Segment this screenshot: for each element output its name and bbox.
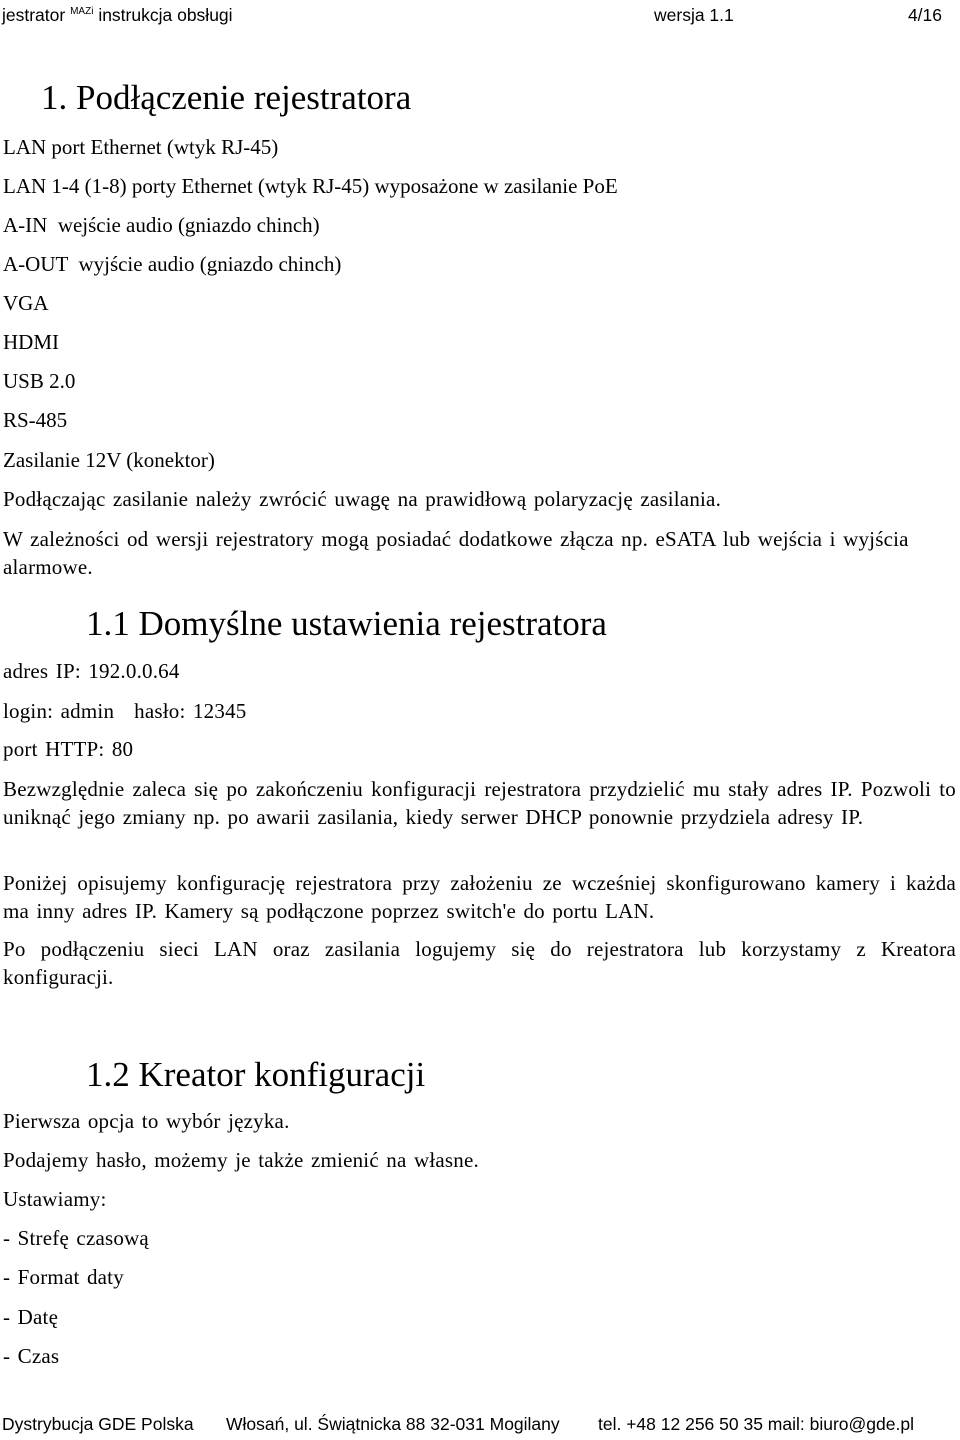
default-login: login: admin [3,699,115,723]
port-item: LAN port Ethernet (wtyk RJ-45) [3,135,279,159]
port-item: A-OUT wyjście audio (gniazdo chinch) [3,252,342,276]
wizard-line: Ustawiamy: [3,1187,107,1211]
header-page-number: 4/16 [907,5,942,25]
page-footer [2,1414,930,1440]
default-ip: adres IP: 192.0.0.64 [3,659,180,683]
config-assumption-paragraph: Poniżej opisujemy konfigurację rejestratora przy założeniu ze wcześniej skonfigurowano kamery i każda ma inny adres IP. Kamery są podłączone poprzez switch'e do portu LAN. [3,871,956,923]
polarity-note: Podłączając zasilanie należy zwrócić uwagę na prawidłową polaryzację zasilania. [3,487,722,511]
wizard-line: Podajemy hasło, możemy je także zmienić na własne. [3,1148,479,1172]
header-product [2,5,233,26]
page-header [2,5,942,33]
default-http-port: port HTTP: 80 [3,737,134,761]
port-item: VGA [3,291,49,315]
section-1-1-title: 1.1 Domyślne ustawienia rejestratora [86,604,607,643]
header-brand-sup: MAZi [70,6,94,18]
port-item: USB 2.0 [3,369,76,393]
wizard-list-item: - Czas [3,1344,60,1368]
wizard-line: Pierwsza opcja to wybór języka. [3,1109,290,1133]
footer-contact: tel. +48 12 256 50 35 mail: biuro@gde.pl [598,1414,914,1434]
port-item: HDMI [3,330,59,354]
extra-ports-note: W zależności od wersji rejestratory mogą posiadać dodatkowe złącza np. eSATA lub wejścia i wyjścia alarmowe. [3,527,909,579]
port-item: A-IN wejście audio (gniazdo chinch) [3,213,320,237]
footer-address: Włosań, ul. Świątnicka 88 32-031 Mogilany [226,1414,560,1434]
section-1-2-title: 1.2 Kreator konfiguracji [86,1055,426,1094]
port-item: LAN 1-4 (1-8) porty Ethernet (wtyk RJ-45) wyposażone w zasilanie PoE [3,174,618,198]
login-paragraph: Po podłączeniu sieci LAN oraz zasilania logujemy się do rejestratora lub korzystamy z Kreatora konfiguracji. [3,937,956,989]
header-version: wersja 1.1 [654,5,734,25]
header-brand: jestrator [2,5,66,25]
header-manual: instrukcja obsługi [98,5,233,25]
default-credentials [3,697,246,725]
wizard-list-item: - Datę [3,1305,59,1329]
static-ip-paragraph: Bezwzględnie zaleca się po zakończeniu konfiguracji rejestratora przydzielić mu stały adres IP. Pozwoli to uniknąć jego zmiany np. po awarii zasilania, kiedy serwer DHCP ponownie przydziela adresy IP. [3,777,956,829]
port-item: RS-485 [3,408,68,432]
footer-company: Dystrybucja GDE Polska [2,1414,194,1434]
port-item: Zasilanie 12V (konektor) [3,448,215,472]
wizard-list-item: - Strefę czasową [3,1226,149,1250]
section-1-title: 1. Podłączenie rejestratora [41,78,412,117]
wizard-list-item: - Format daty [3,1265,124,1289]
default-password: hasło: 12345 [134,699,247,723]
